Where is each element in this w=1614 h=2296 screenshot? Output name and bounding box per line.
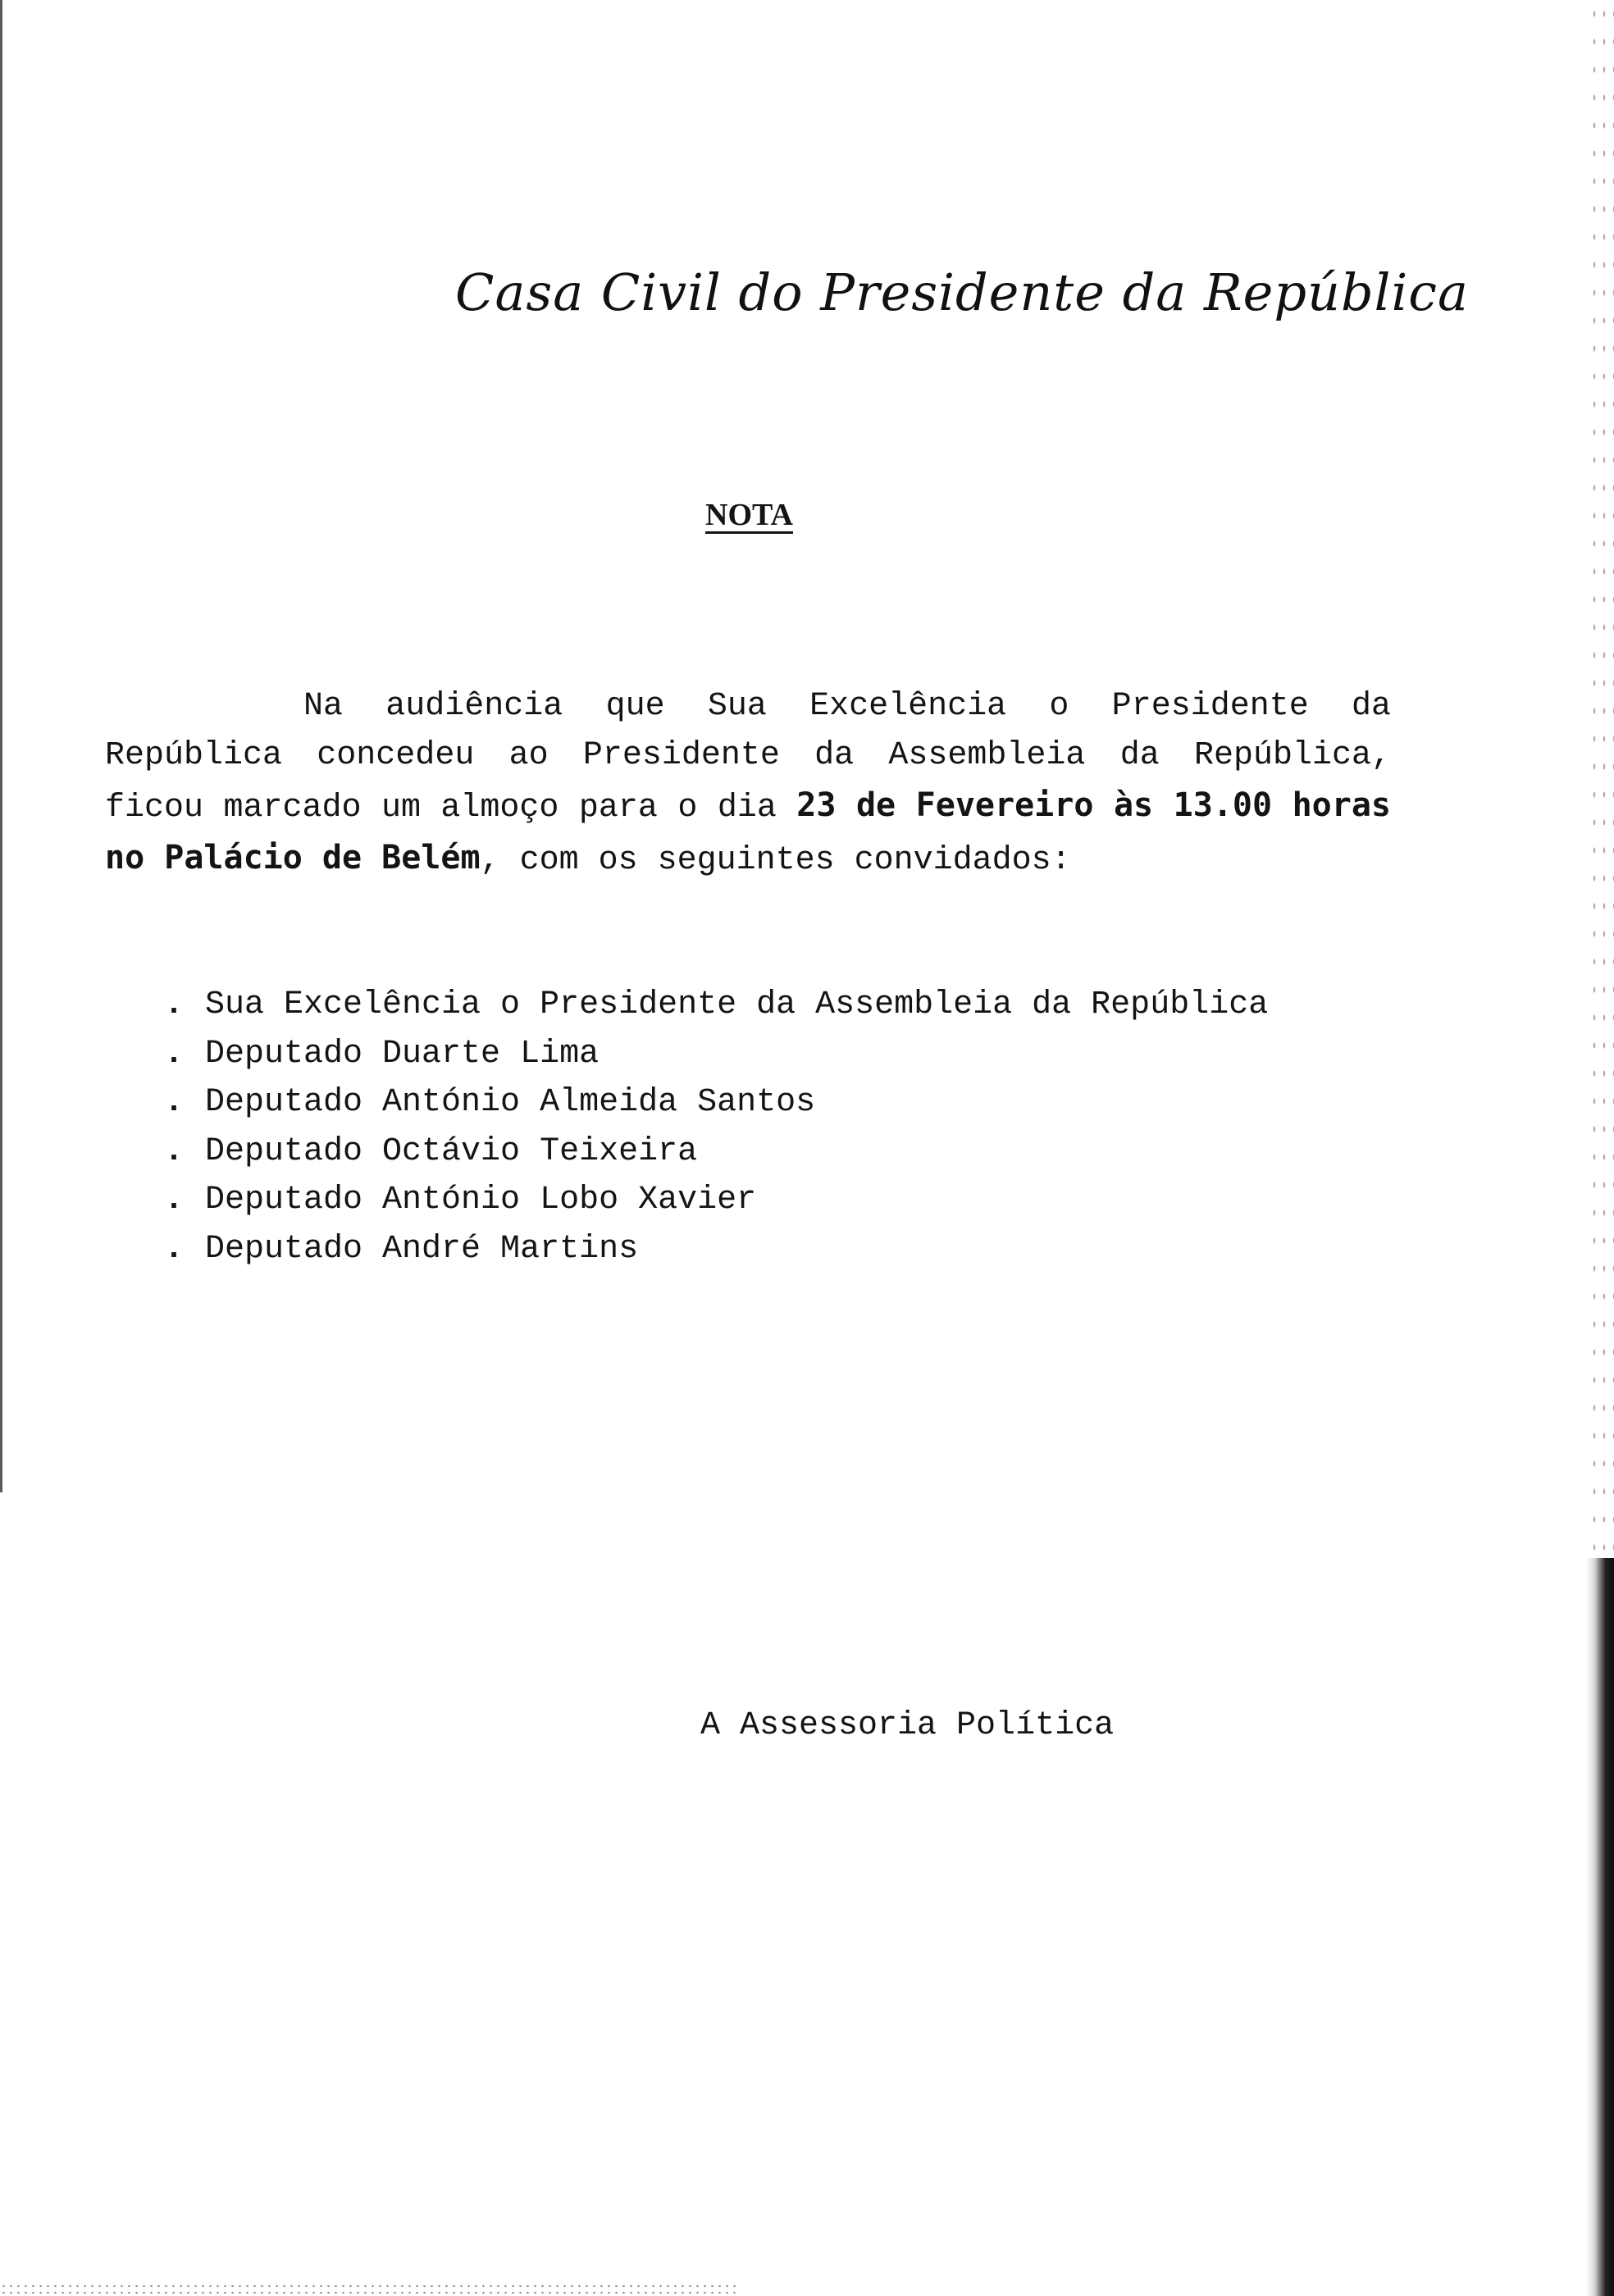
scan-edge-right <box>1586 1558 1614 2296</box>
letterhead: Casa Civil do Presidente da República <box>455 262 1469 322</box>
scan-noise-right <box>1589 0 1614 1558</box>
scan-noise-bottom <box>0 2283 738 2296</box>
bullet-icon: . <box>164 1132 185 1170</box>
list-item <box>164 981 1268 1030</box>
body-text-date-place: 23 de Fevereiro às 13.00 horas no Palácio de Belém <box>105 786 1391 877</box>
guest-name: Deputado António Lobo Xavier <box>205 1182 757 1219</box>
body-text-intro: Na audiência que Sua Excelência o Presidente da República concedeu ao Presidente da Assembleia da República, ficou marcado um almoço para o dia <box>105 688 1391 827</box>
scan-edge-left <box>0 0 2 1492</box>
guest-name: Deputado Duarte Lima <box>205 1035 600 1073</box>
guest-name: Deputado António Almeida Santos <box>205 1084 816 1121</box>
bullet-icon: . <box>164 1084 185 1121</box>
bullet-icon: . <box>164 1035 185 1073</box>
body-text-outro: , com os seguintes convidados: <box>480 842 1071 879</box>
bullet-icon: . <box>164 986 185 1023</box>
list-item <box>164 1176 1268 1225</box>
page-title: NOTA <box>705 498 793 532</box>
guest-list <box>164 981 1268 1273</box>
list-item <box>164 1030 1268 1079</box>
signature: A Assessoria Política <box>700 1707 1115 1744</box>
body-paragraph <box>105 682 1391 886</box>
guest-name: Deputado André Martins <box>205 1230 639 1268</box>
list-item <box>164 1128 1268 1177</box>
guest-name: Deputado Octávio Teixeira <box>205 1132 698 1170</box>
list-item <box>164 1225 1268 1274</box>
bullet-icon: . <box>164 1230 185 1268</box>
bullet-icon: . <box>164 1182 185 1219</box>
list-item <box>164 1078 1268 1128</box>
guest-name: Sua Excelência o Presidente da Assembleia da República <box>205 986 1269 1023</box>
